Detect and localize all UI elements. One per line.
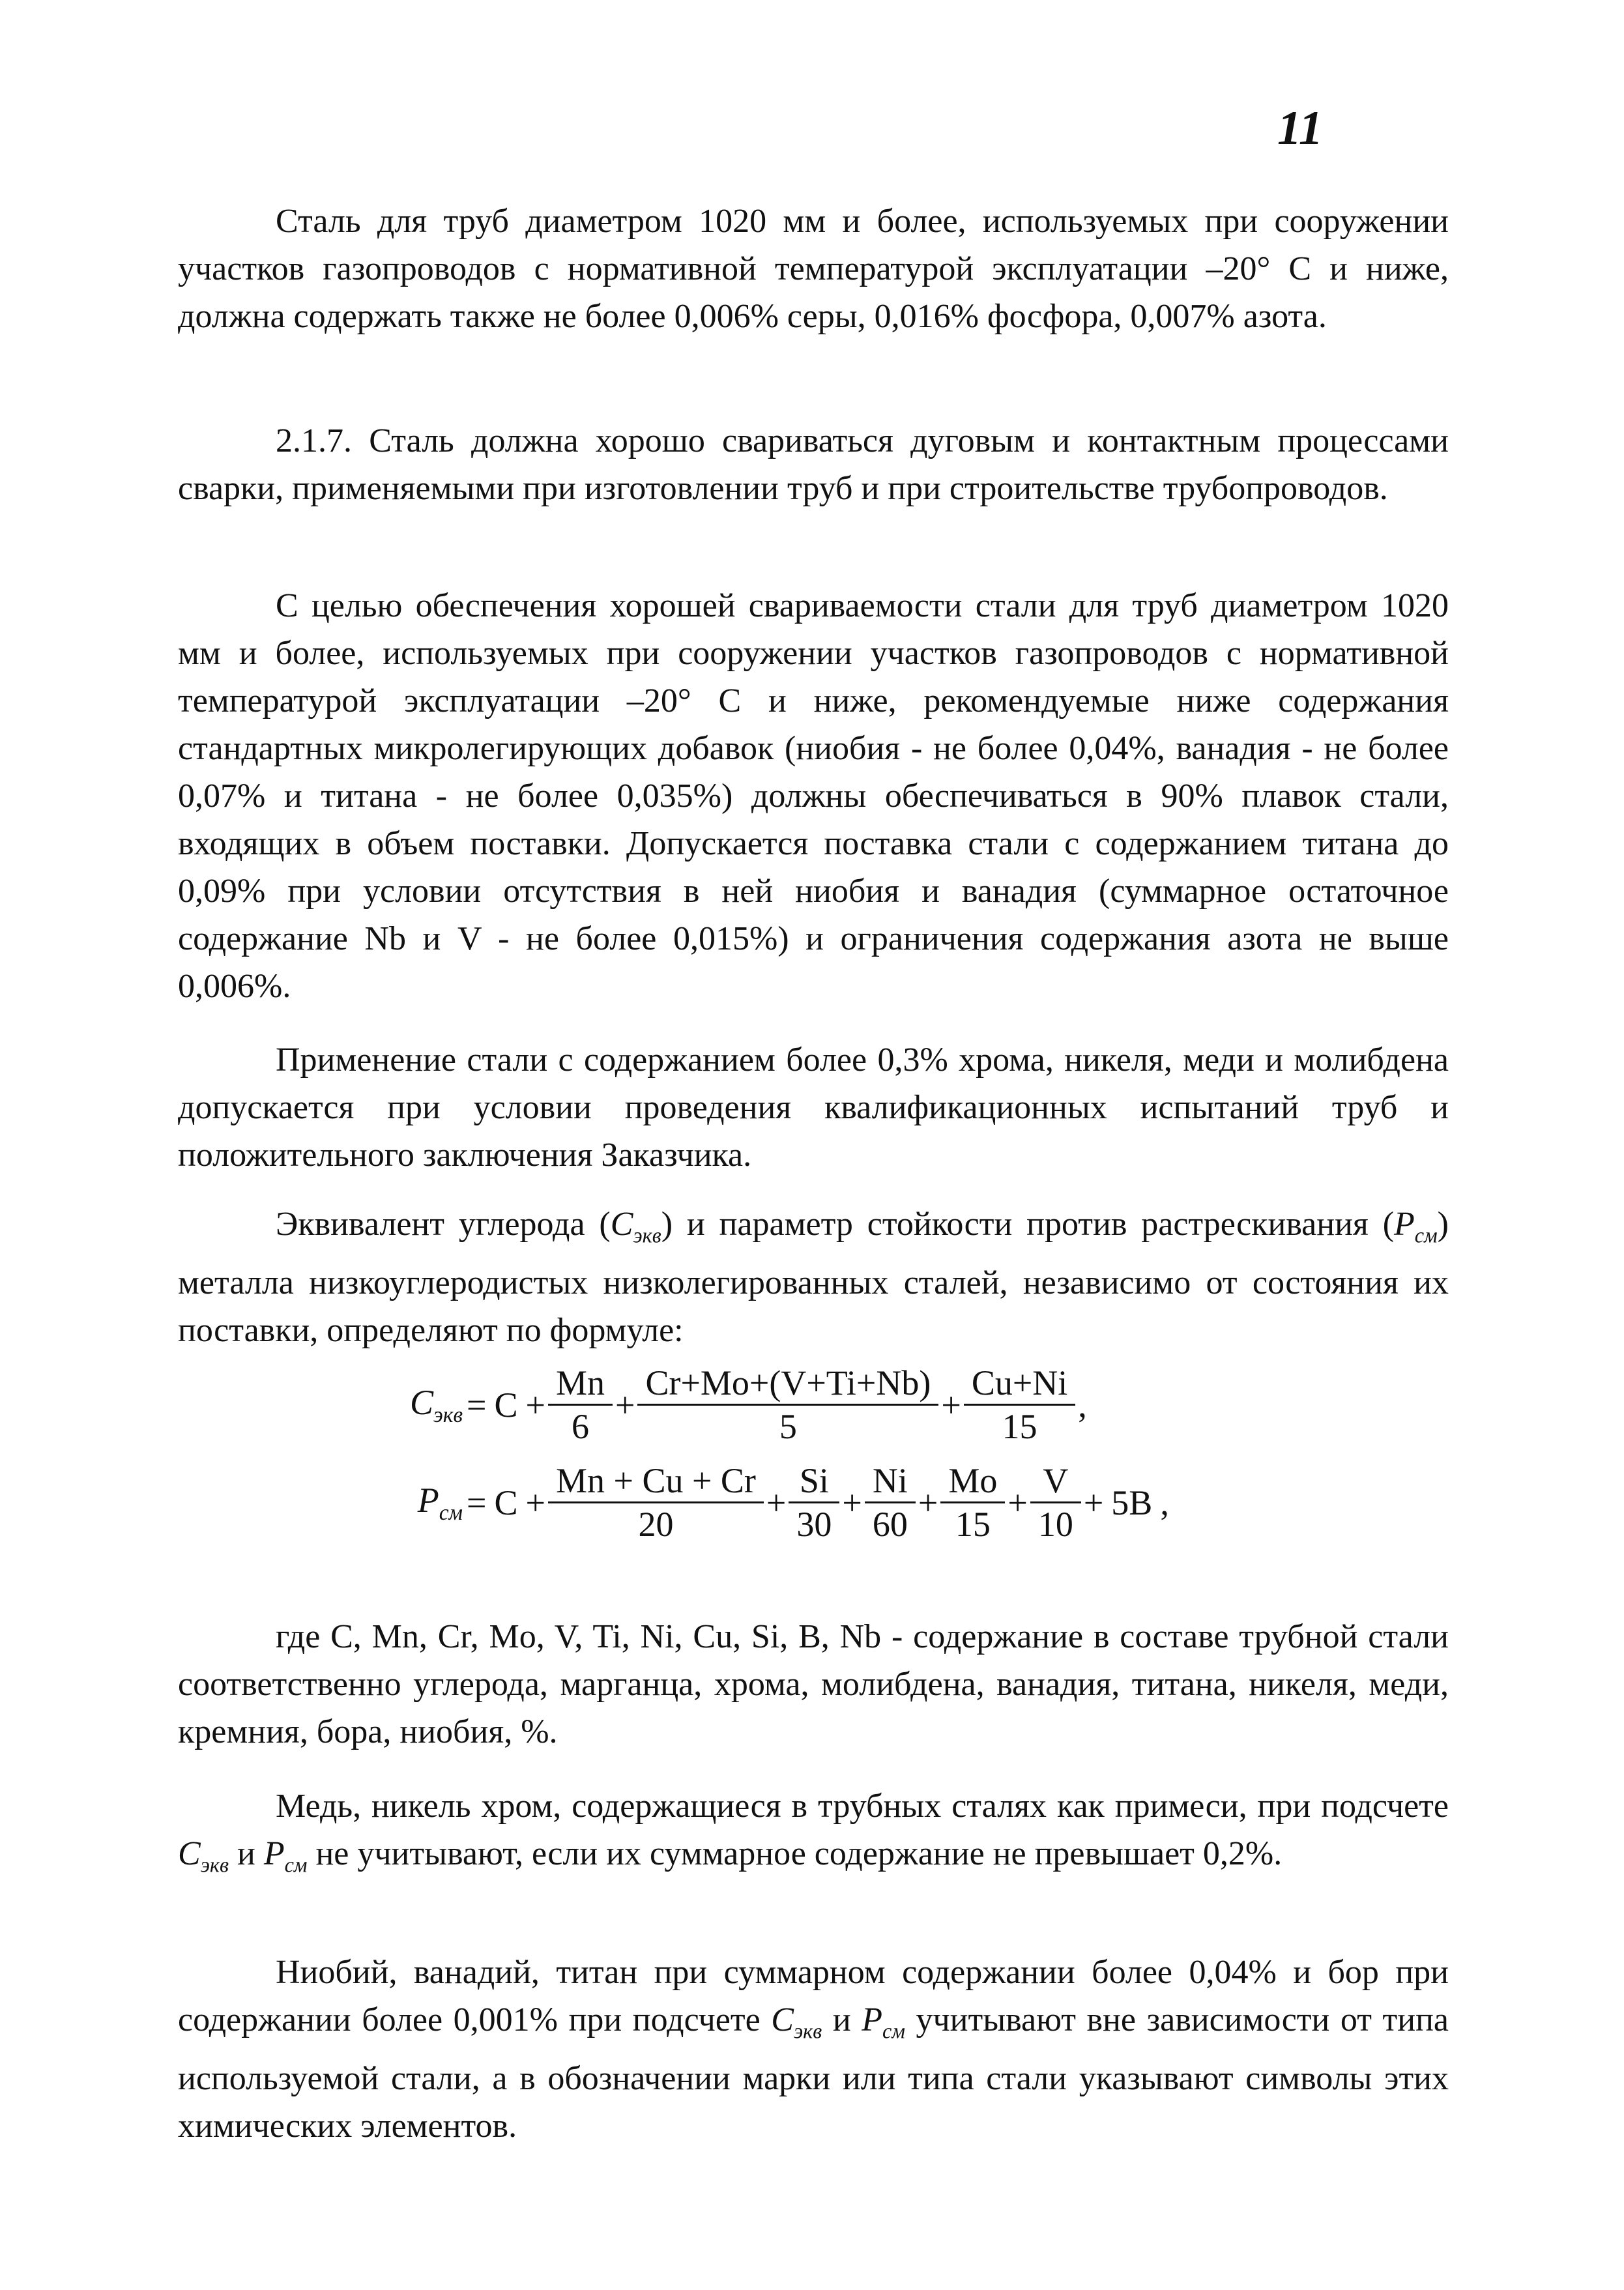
var-c-ekv: $C_{экв}$ <box>610 1206 661 1247</box>
formula-crack-parameter <box>365 1460 1173 1545</box>
formula1-lhs: $C_{экв}$ <box>410 1382 463 1427</box>
formula2-c: C <box>494 1483 518 1522</box>
formula-carbon-equivalent <box>365 1362 1091 1447</box>
p7-var-p-sm: $P_{см}$ <box>263 1835 308 1877</box>
formula2-fraction-si: $\frac{Si}{30}$ <box>792 1460 835 1545</box>
formula1-comma: , <box>1078 1385 1087 1425</box>
formula-block <box>365 1362 1342 1571</box>
p8-text-c: учитывают вне зависимости от типа используемой стали, а в обозначении марки или типа стали указывают символы этих химических элементов. <box>178 2001 1449 2145</box>
p8-var-p-sm: $P_{см}$ <box>862 2001 905 2043</box>
paragraph-element-definitions: где C, Mn, Cr, Mo, V, Ti, Ni, Cu, Si, B, Nb - содержание в составе трубной стали соответственно углерода, марганца, хрома, молибдена, ванадия, титана, никеля, меди, кремния, бора, ниобия, %. <box>178 1618 1449 1750</box>
var-p-sm: $P_{см}$ <box>1394 1206 1438 1247</box>
paragraph-2-1-7-weldability: 2.1.7. Сталь должна хорошо свариваться дуговым и контактным процессами сварки, применяемыми при изготовлении труб и при строительстве трубопроводов. <box>178 422 1449 507</box>
p7-text-b: и <box>228 1835 264 1872</box>
formula1-plus-3: + <box>941 1385 961 1425</box>
p8-var-c-ekv: $C_{экв}$ <box>771 2001 822 2043</box>
formula2-plus-6: + <box>1083 1483 1104 1522</box>
p5-text-c: ) металла низкоуглеродистых низколегированных сталей, независимо от состояния их поставки, определяют по формуле: <box>178 1206 1449 1350</box>
formula2-fraction-mo: $\frac{Mo}{15}$ <box>944 1460 1001 1545</box>
p7-text-c: не учитывают, если их суммарное содержание не превышает 0,2%. <box>307 1835 1283 1872</box>
p7-var-c-ekv: $C_{экв}$ <box>178 1835 229 1877</box>
formula1-equals: = <box>467 1385 487 1425</box>
paragraph-steel-requirements: Сталь для труб диаметром 1020 мм и более, используемых при сооружении участков газопроводов с нормативной температурой эксплуатации –20° С и ниже, должна содержать также не более 0,006% серы, 0,016% фосфора, 0,007% азота. <box>178 203 1449 335</box>
formula2-comma: , <box>1160 1483 1169 1522</box>
formula1-fraction-cu-ni: $\frac{Cu+Ni}{15}$ <box>968 1362 1071 1447</box>
formula2-plus-2: + <box>766 1483 787 1522</box>
formula2-lhs: $P_{см}$ <box>417 1480 463 1525</box>
formula2-fraction-ni: $\frac{Ni}{60}$ <box>869 1460 912 1545</box>
p8-text-a: Ниобий, ванадий, титан при суммарном содержании более 0,04% и бор при содержании более 0,001% при подсчете <box>178 1954 1449 2038</box>
formula2-plus-3: + <box>842 1483 862 1522</box>
formula1-plus-2: + <box>615 1385 635 1425</box>
paragraph-impurities <box>178 1782 1449 1889</box>
formula2-fraction-v: $\frac{V}{10}$ <box>1034 1460 1077 1545</box>
formula2-fraction-mn-cu-cr: $\frac{Mn + Cu + Cr}{20}$ <box>552 1460 760 1545</box>
formula2-plus-1: + <box>525 1483 545 1522</box>
formula1-fraction-mn: $\frac{Mn}{6}$ <box>552 1362 609 1447</box>
paragraph-niobium-boron <box>178 1949 1449 2150</box>
paragraph-carbon-equivalent <box>178 1200 1449 1354</box>
formula2-plus-4: + <box>918 1483 938 1522</box>
formula1-fraction-cr-mo: $\frac{Cr+Mo+(V+Ti+Nb)}{5}$ <box>641 1362 935 1447</box>
p8-text-b: и <box>822 2001 862 2038</box>
paragraph-microalloying: С целью обеспечения хорошей свариваемости стали для труб диаметром 1020 мм и более, используемых при сооружении участков газопроводов с нормативной температурой эксплуатации –20° С и ниже, рекомендуемые ниже содержания стандартных микролегирующих добавок (ниобия - не более 0,04%, ванадия - не более 0,07% и титана - не более 0,035%) должны обеспечиваться в 90% плавок стали, входящих в объем поставки. Допускается поставка стали с содержанием титана до 0,09% при условии отсутствия в ней ниобия и ванадия (суммарное остаточное содержание Nb и V - не более 0,015%) и ограничения содержания азота не выше 0,006%. <box>178 587 1449 1005</box>
formula1-c: C <box>494 1385 518 1425</box>
formula2-plus-5: + <box>1008 1483 1028 1522</box>
formula2-equals: = <box>467 1483 487 1522</box>
paragraph-chrome-nickel: Применение стали с содержанием более 0,3% хрома, никеля, меди и молибдена допускается при условии проведения квалификационных испытаний труб и положительного заключения Заказчика. <box>178 1041 1449 1174</box>
p5-text-a: Эквивалент углерода ( <box>276 1206 611 1243</box>
formula1-plus-1: + <box>525 1385 545 1425</box>
formula2-boron-term: 5B <box>1111 1483 1153 1522</box>
p5-text-b: ) и параметр стойкости против растрескивания ( <box>661 1206 1395 1243</box>
page-number: 11 <box>1277 102 1323 155</box>
p7-text-a: Медь, никель хром, содержащиеся в трубных сталях как примеси, при подсчете <box>276 1788 1449 1825</box>
